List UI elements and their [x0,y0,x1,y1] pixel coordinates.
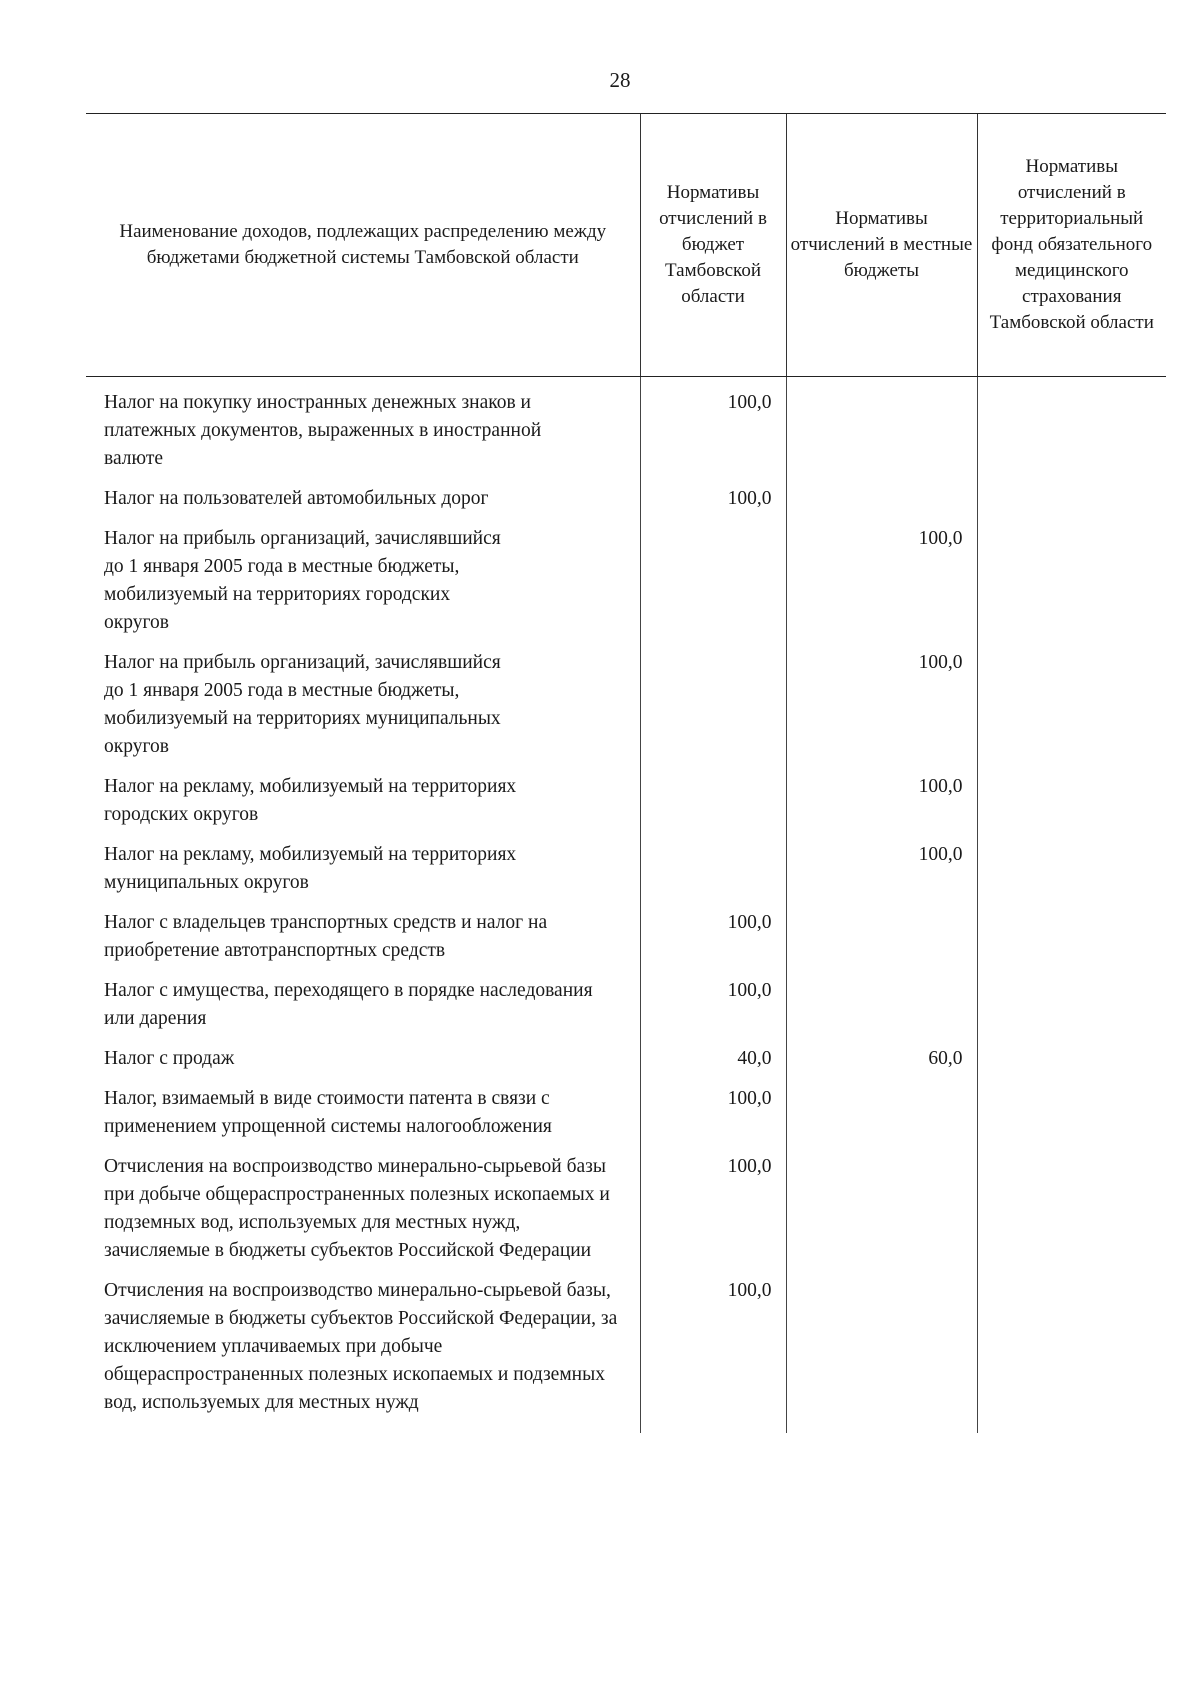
table-row [86,1039,1166,1079]
regional-value: 100,0 [640,971,786,1039]
header-income-name: Наименование доходов, подлежащих распределению между бюджетами бюджетной системы Тамбовской области [86,114,640,377]
header-medical-fund: Нормативы отчислений в территориальный фонд обязательного медицинского страхования Тамбовской области [977,114,1166,377]
income-distribution-table-container [86,113,1166,1545]
regional-value: 100,0 [640,1271,786,1423]
local-value: 100,0 [786,643,977,767]
local-value [786,903,977,971]
fund-value [977,643,1166,767]
regional-value: 40,0 [640,1039,786,1079]
fund-value [977,1039,1166,1079]
table-header-row [86,114,1166,377]
regional-value: 100,0 [640,1147,786,1271]
table-row [86,971,1166,1039]
table-tail-row [86,1423,1166,1433]
fund-value [977,1147,1166,1271]
regional-value [640,835,786,903]
regional-value: 100,0 [640,1079,786,1147]
table-row [86,479,1166,519]
fund-value [977,767,1166,835]
income-name: Налог на прибыль организаций, зачислявшийся до 1 января 2005 года в местные бюджеты, мобилизуемый на территориях городских округов [104,528,501,633]
income-name: Налог на прибыль организаций, зачислявшийся до 1 января 2005 года в местные бюджеты, мобилизуемый на территориях муниципальных округов [104,652,501,757]
regional-value [640,643,786,767]
table-row [86,767,1166,835]
table-row [86,377,1166,480]
fund-value [977,377,1166,480]
fund-value [977,971,1166,1039]
income-name: Налог, взимаемый в виде стоимости патента в связи с применением упрощенной системы налогообложения [104,1088,552,1137]
income-name: Налог с владельцев транспортных средств и налог на приобретение автотранспортных средств [104,912,548,961]
table-row [86,1147,1166,1271]
table-row [86,1079,1166,1147]
income-name: Налог на рекламу, мобилизуемый на территориях городских округов [104,776,517,825]
fund-value [977,1079,1166,1147]
header-regional-budget: Нормативы отчислений в бюджет Тамбовской области [640,114,786,377]
table-row [86,519,1166,643]
income-name: Налог с имущества, переходящего в порядке наследования или дарения [104,980,593,1029]
income-name: Отчисления на воспроизводство минерально-сырьевой базы, зачисляемые в бюджеты субъектов Российской Федерации, за исключением уплачиваемых при добыче общераспространенных полезных ископаемых и подземных вод, используемых для местных нужд [104,1280,618,1413]
fund-value [977,519,1166,643]
local-value: 100,0 [786,519,977,643]
regional-value: 100,0 [640,479,786,519]
income-name: Отчисления на воспроизводство минерально-сырьевой базы при добыче общераспространенных полезных ископаемых и подземных вод, используемых для местных нужд, зачисляемые в бюджеты субъектов Российской Федерации [104,1156,610,1261]
income-name: Налог на покупку иностранных денежных знаков и платежных документов, выраженных в иностранной валюте [104,392,542,469]
income-distribution-table [86,113,1166,1433]
local-value: 60,0 [786,1039,977,1079]
regional-value: 100,0 [640,377,786,480]
table-row [86,835,1166,903]
local-value [786,1271,977,1423]
regional-value [640,767,786,835]
header-local-budgets: Нормативы отчислений в местные бюджеты [786,114,977,377]
local-value [786,479,977,519]
local-value [786,377,977,480]
regional-value [640,519,786,643]
local-value [786,1147,977,1271]
regional-value: 100,0 [640,903,786,971]
fund-value [977,835,1166,903]
table-row [86,1271,1166,1423]
page-number: 28 [609,68,631,92]
local-value [786,1079,977,1147]
local-value [786,971,977,1039]
fund-value [977,903,1166,971]
table-row [86,903,1166,971]
income-name: Налог с продаж [104,1048,235,1069]
income-name: Налог на пользователей автомобильных дорог [104,488,489,509]
table-row [86,643,1166,767]
local-value: 100,0 [786,767,977,835]
local-value: 100,0 [786,835,977,903]
fund-value [977,1271,1166,1423]
fund-value [977,479,1166,519]
income-name: Налог на рекламу, мобилизуемый на территориях муниципальных округов [104,844,517,893]
